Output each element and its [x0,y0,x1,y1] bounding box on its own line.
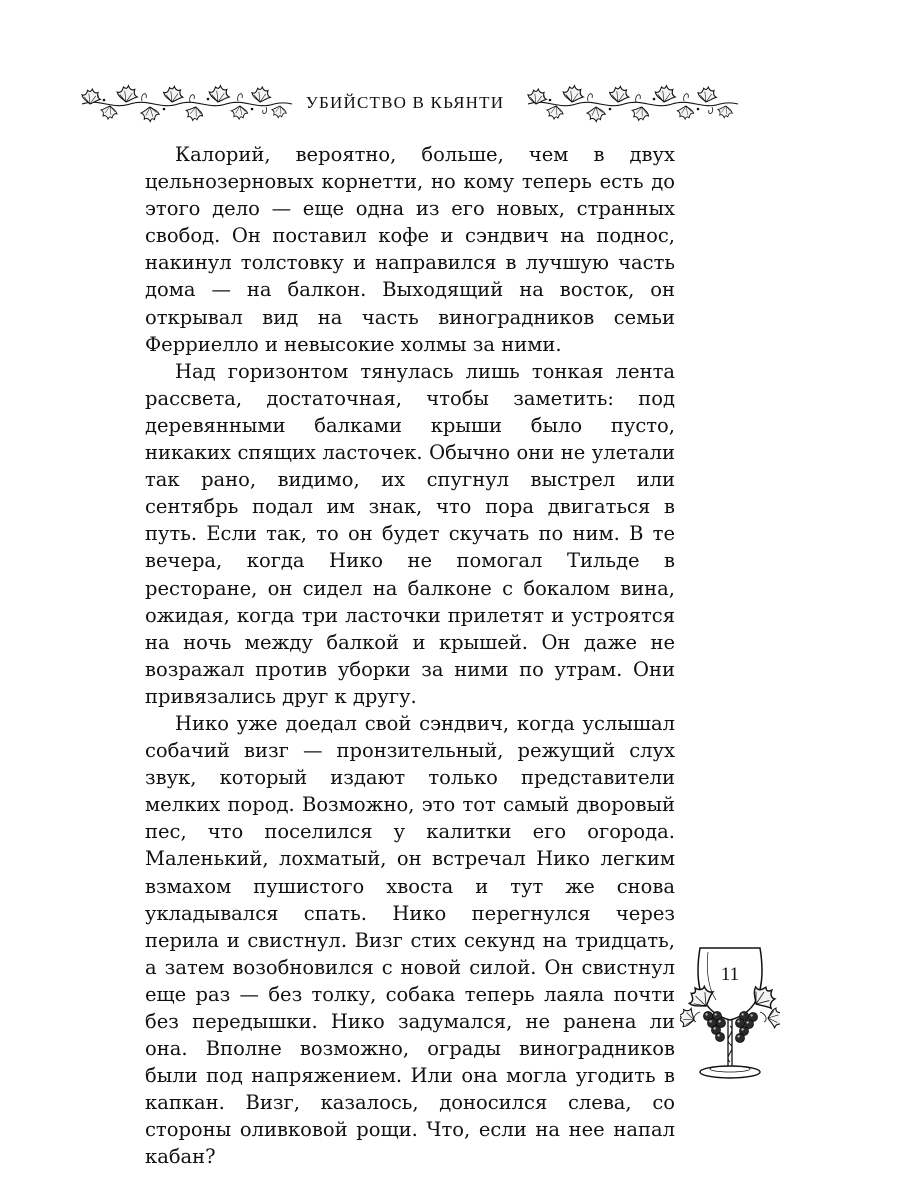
running-header [70,80,740,126]
paragraph-1: Калорий, вероятно, больше, чем в двух цельнозерновых корнетти, но кому теперь есть до этого дело — еще одна из его новых, странных свобод. Он поставил кофе и сэндвич на поднос, накинул толстовку и направился в лучшую часть дома — на балкон. Выходящий на восток, он открывал вид на часть виноградников семьи Ферриелло и невысокие холмы за ними. [145,143,675,356]
body-text [145,141,675,1171]
book-title-header: УБИЙСТВО В КЬЯНТИ [305,93,505,112]
paragraph-2: Над горизонтом тянулась лишь тонкая лента рассвета, достаточная, чтобы заметить: под деревянными балками крыши было пусто, никаких спящих ласточек. Обычно они не улетали так рано, видимо, их спугнул выстрел или сентябрь подал им знак, что пора двигаться в путь. Если так, то он будет скучать по ним. В те вечера, когда Нико не помогал Тильде в ресторане, он сидел на балконе с бокалом вина, ожидая, когда три ласточки прилетят и устроятся на ночь между балкой и крышей. Он даже не возражал против уборки за ними по утрам. Они привязались друг к другу. [145,359,675,708]
paragraph-3: Нико уже доедал свой сэндвич, когда услышал собачий визг — пронзительный, режущий слух звук, который издают только представители мелких пород. Возможно, это тот самый дворовый пес, что поселился у калитки его огорода. Маленький, лохматый, он встречал Нико легким взмахом пушистого хвоста и тут же снова укладывался спать. Нико перегнулся через перила и свистнул. Визг стих секунд на тридцать, а затем возобновился с новой силой. Он свистнул еще раз — без толку, собака теперь лаяла почти без передышки. Нико задумался, не ранена ли она. Вполне возможно, ограды виноградников были под напряжением. Или она могла угодить в капкан. Визг, казалось, доносился слева, со стороны оливковой рощи. Что, если на нее напал кабан? [145,711,675,1169]
page-number: 11 [720,964,740,985]
grapevine-ornament-right-icon [526,80,740,126]
